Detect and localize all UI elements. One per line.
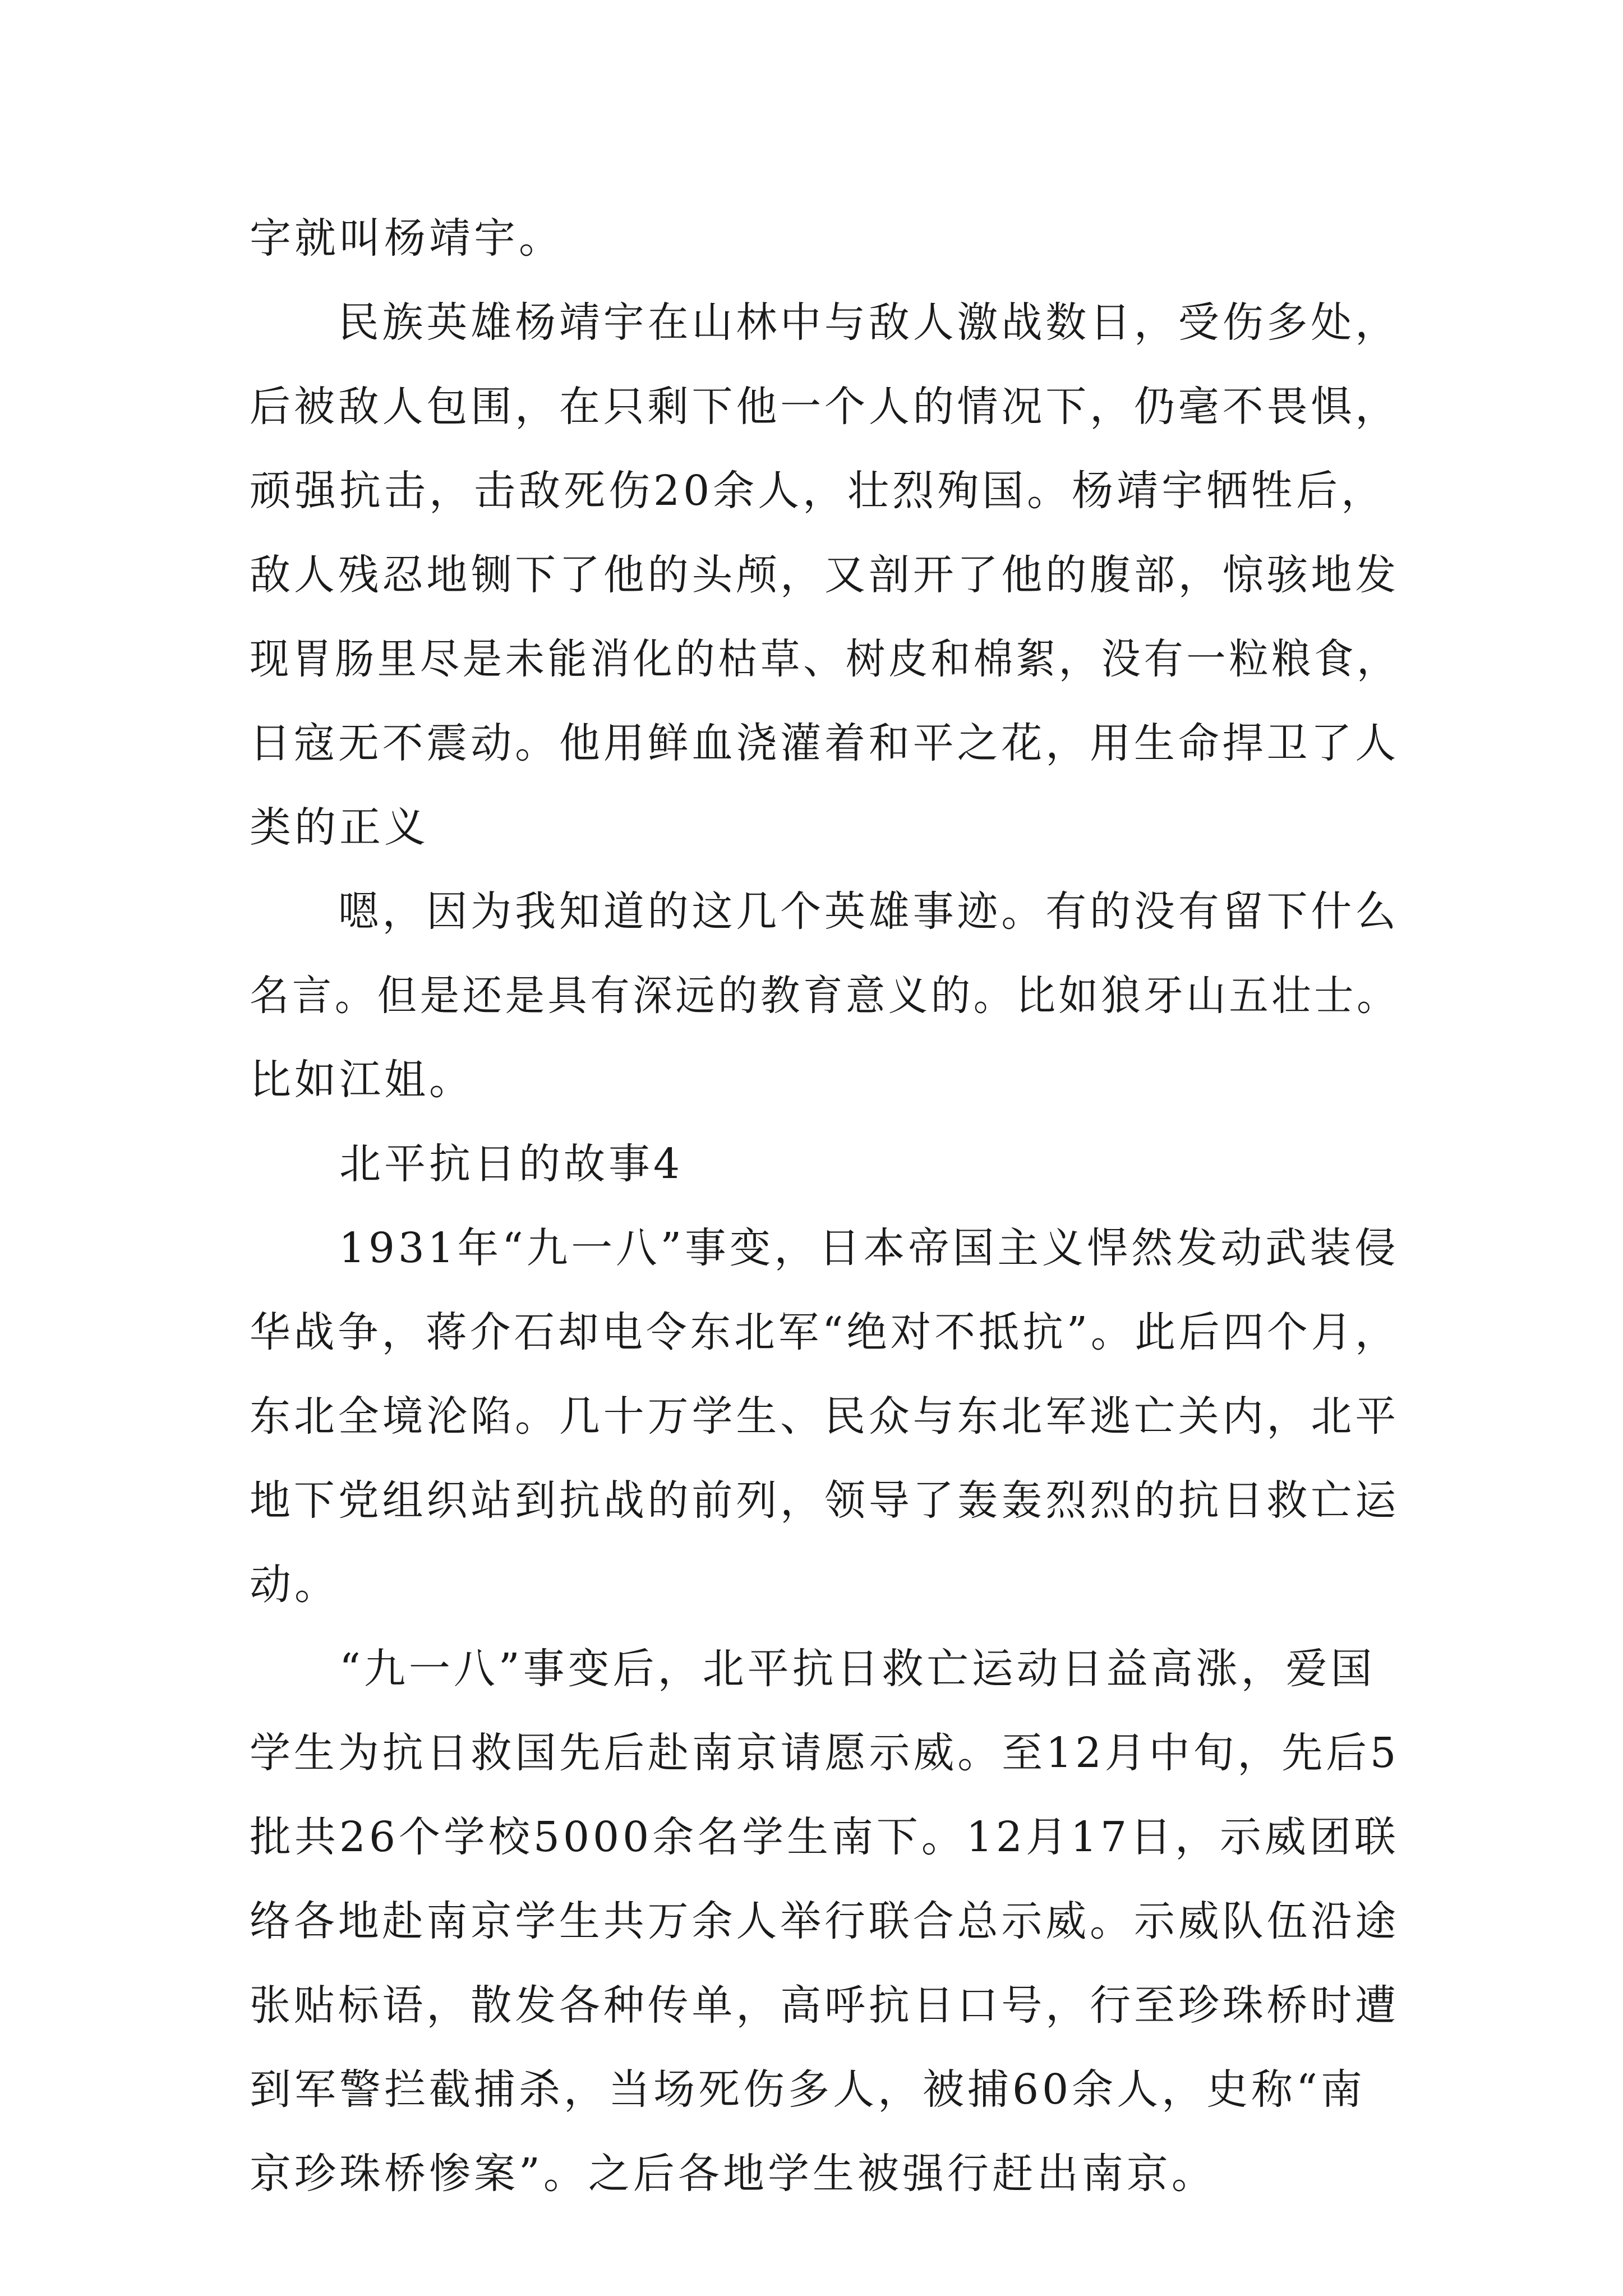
- text-line: 1931年“九一八”事变，日本帝国主义悍然发动武装侵: [339, 1224, 1399, 1272]
- text-line: 敌人残忍地铡下了他的头颅，又剖开了他的腹部，惊骇地发: [250, 551, 1400, 599]
- text-line: 动。: [250, 1561, 339, 1609]
- text-line: 东北全境沦陷。几十万学生、民众与东北军逃亡关内，北平: [250, 1392, 1400, 1441]
- text-line: 学生为抗日救国先后赴南京请愿示威。至12月中旬，先后5: [250, 1729, 1400, 1777]
- text-line: 到军警拦截捕杀，当场死伤多人，被捕60余人，史称“南: [250, 2065, 1366, 2114]
- text-line: 民族英雄杨靖宇在山林中与敌人激战数日，受伤多处，: [338, 298, 1400, 347]
- text-line: 地下党组织站到抗战的前列，领导了轰轰烈烈的抗日救亡运: [250, 1476, 1400, 1525]
- text-line: 现胃肠里尽是未能消化的枯草、树皮和棉絮，没有一粒粮食，: [250, 635, 1400, 683]
- text-line: 后被敌人包围，在只剩下他一个人的情况下，仍毫不畏惧，: [250, 383, 1400, 431]
- text-line: 类的正义: [250, 803, 429, 852]
- text-line: 顽强抗击，击敌死伤20余人，壮烈殉国。杨靖宇牺牲后，: [250, 467, 1386, 515]
- text-line: 京珍珠桥惨案”。之后各地学生被强行赶出南京。: [250, 2150, 1216, 2198]
- text-line: 张贴标语，散发各种传单，高呼抗日口号，行至珍珠桥时遭: [250, 1981, 1400, 2030]
- text-line: “九一八”事变后，北平抗日救亡运动日益高涨，爱国: [339, 1645, 1376, 1693]
- text-line: 络各地赴南京学生共万余人举行联合总示威。示威队伍沿途: [250, 1897, 1400, 1945]
- text-line: 批共26个学校5000余名学生南下。12月17日，示威团联: [250, 1813, 1399, 1861]
- text-line: 比如江姐。: [250, 1056, 474, 1104]
- text-line: 日寇无不震动。他用鲜血浇灌着和平之花，用生命捍卫了人: [250, 719, 1400, 767]
- text-line: 华战争，蒋介石却电令东北军“绝对不抵抗”。此后四个月，: [250, 1308, 1399, 1356]
- text-line: 名言。但是还是具有深远的教育意义的。比如狼牙山五壮士。: [250, 972, 1400, 1020]
- text-line: 字就叫杨靖宇。: [250, 214, 564, 263]
- text-line: 嗯，因为我知道的这几个英雄事迹。有的没有留下什么: [338, 887, 1400, 936]
- text-line: 北平抗日的故事4: [339, 1140, 684, 1188]
- document-body: [250, 196, 1399, 2216]
